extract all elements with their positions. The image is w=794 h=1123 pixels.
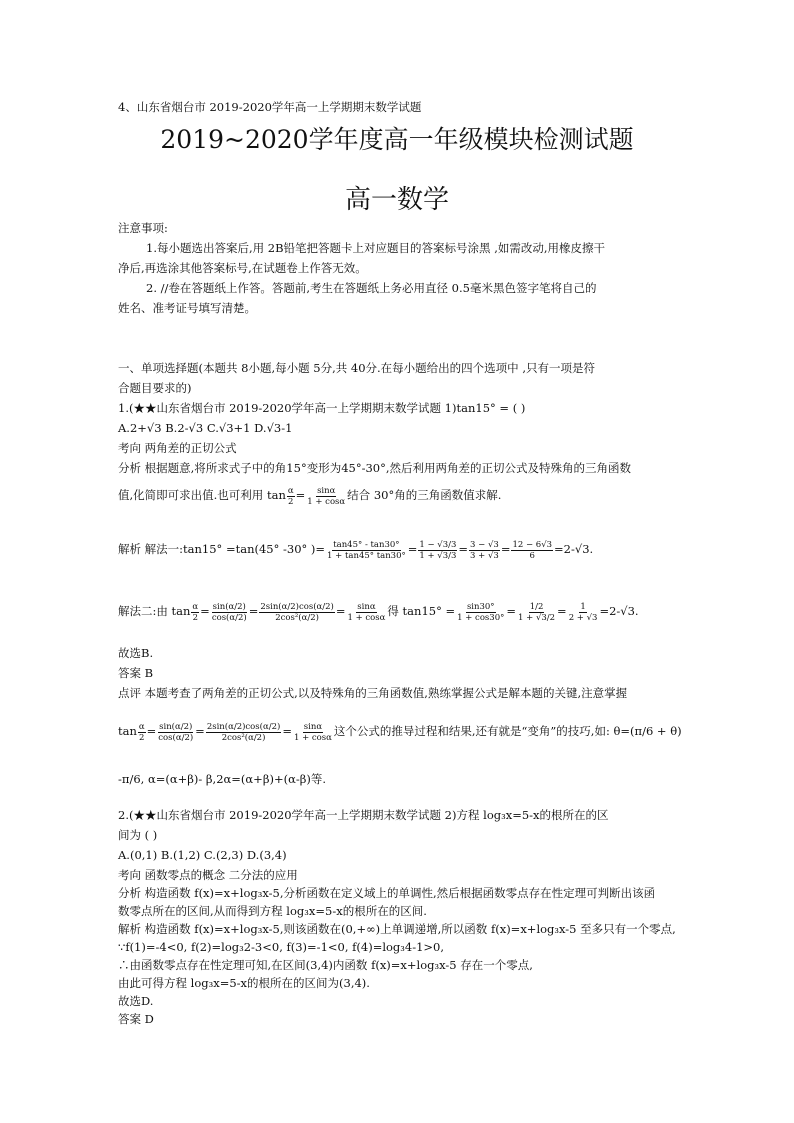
q1-jiexi-result: =2-√3. [554, 542, 594, 556]
q1-answer: 答案 B [118, 666, 154, 680]
sin30-fraction: $\frac{\sin 30^\circ}{1 + \cos 30^\circ}$ [457, 601, 505, 623]
q1-fenxi-text-end: 结合 30°角的三角函数值求解. [347, 488, 502, 502]
sin-over-cos-half-fraction-2: $\frac{\sin(\alpha/2)}{\cos(\alpha/2)}$ [158, 721, 194, 743]
step2-fraction: $\frac{1 - √3/3}{1 + √3/3}$ [419, 539, 457, 561]
notice-item-2: 2. //卷在答题纸上作答。答题前,考生在答题纸上务必用直径 0.5毫米黑色签字笔将自己的 [146, 281, 597, 295]
q2-jiexi-result: 由此可得方程 log₃x=5-x的根所在的区间为(3,4). [118, 976, 370, 990]
half-angle-fraction-3: $\frac{\alpha}{2}$ [138, 721, 145, 743]
q2-fenxi: 分析 构造函数 f(x)=x+log₃x-5,分析函数在定义域上的单调性,然后根据函数零点存在性定理可判断出该函 [118, 886, 656, 900]
q1-fenxi: 分析 根据题意,将所求式子中的角15°变形为45°-30°,然后利用两角差的正切公式及特殊角的三角函数 [118, 461, 631, 475]
q1-method2-text: 解法二:由 tan [118, 604, 191, 618]
q1-method2-line: 解法二:由 tan $\frac{\alpha}{2}$ = $\frac{\sin(\alpha/2)}{\cos(\alpha/2)}$ = $\frac{2\sin(\alpha/2)\cos(\alpha/2)}{\text{2cos²(α/2)}}$ = $\frac{\sin\alpha}{1 + \cos\alpha}$ 得 tan15° = $\frac{\sin 30^\circ}{1 + \cos 30^\circ}$ = $\frac{1/2}{1 + √3/2}$ = $\frac{1}{2 + √3}$ =2-√3. [118, 601, 639, 623]
notice-heading: 注意事项: [118, 221, 168, 235]
double-angle-fraction-2: $\frac{2\sin(\alpha/2)\cos(\alpha/2)}{\text{2cos²(α/2)}}$ [206, 721, 281, 743]
exam-title: 2019~2020学年度高一年级模块检测试题 [160, 125, 634, 154]
q2-stem-cont: 间为 ( ) [118, 828, 158, 842]
section-heading: 一、单项选择题(本题共 8小题,每小题 5分,共 40分.在每小题给出的四个选项中 ,只有一项是符 [118, 361, 595, 375]
q1-dianping-text: 这个公式的推导过程和结果,还有就是“变角”的技巧,如: θ=(π/6 + θ) [333, 724, 682, 738]
double-angle-fraction: $\frac{2\sin(\alpha/2)\cos(\alpha/2)}{\text{2cos²(α/2)}}$ [260, 601, 334, 623]
q1-options: A.2+√3 B.2-√3 C.√3+1 D.√3-1 [118, 421, 293, 435]
notice-item-1: 1.每小题选出答案后,用 2B铅笔把答题卡上对应题目的答案标号涂黑 ,如需改动,用橡皮擦干 [146, 241, 606, 255]
q2-kaoxiang: 考向 函数零点的概念 二分法的应用 [118, 868, 298, 882]
q2-options: A.(0,1) B.(1,2) C.(2,3) D.(3,4) [118, 848, 287, 862]
q2-answer: 答案 D [118, 1012, 154, 1026]
q1-dianping-end: -π/6, α=(α+β)- β,2α=(α+β)+(α-β)等. [118, 772, 327, 786]
q2-jiexi: 解析 构造函数 f(x)=x+log₃x-5,则该函数在(0,+∞)上单调递增,所以函数 f(x)=x+log₃x-5 至多只有一个零点, [118, 922, 676, 936]
q2-jiexi-conclusion: ∴由函数零点存在性定理可知,在区间(3,4)内函数 f(x)=x+log₃x-5 存在一个零点, [118, 958, 533, 972]
q1-dianping-formula-line: tan $\frac{\alpha}{2}$ = $\frac{\sin(\alpha/2)}{\cos(\alpha/2)}$ = $\frac{2\sin(\alpha/2)\cos(\alpha/2)}{\text{2cos²(α/2)}}$ = $\frac{\sin\alpha}{1 + \cos\alpha}$ 这个公式的推导过程和结果,还有就是“变角”的技巧,如: θ=(π/6 + θ) [118, 721, 682, 743]
notice-item-1-cont: 净后,再选涂其他答案标号,在试题卷上作答无效。 [118, 261, 367, 275]
final-fraction: $\frac{1}{2 + √3}$ [568, 601, 598, 623]
q2-stem: 2.(★★山东省烟台市 2019-2020学年高一上学期期末数学试题 2)方程 log₃x=5-x的根所在的区 [118, 808, 609, 822]
exam-subtitle: 高一数学 [344, 185, 449, 215]
step4-fraction: $\frac{12 - 6√3}{6}$ [512, 539, 553, 561]
sin-over-1pluscos-fraction-3: $\frac{\sin\alpha}{1 + \cos\alpha}$ [293, 721, 332, 743]
q1-method2-result: =2-√3. [599, 604, 639, 618]
sin-over-1pluscos-fraction: $\frac{\sin\alpha}{1 + \cos\alpha}$ [307, 485, 346, 507]
q1-stem: 1.(★★山东省烟台市 2019-2020学年高一上学期期末数学试题 1)tan15° = ( ) [118, 401, 526, 415]
sin-over-1pluscos-fraction-2: $\frac{\sin\alpha}{1 + \cos\alpha}$ [347, 601, 386, 623]
q1-method2-text2: 得 tan15° = [387, 604, 456, 618]
q1-fenxi-formula-line: 值,化简即可求出值.也可利用 tan $\frac{\alpha}{2}$ = $\frac{\sin\alpha}{1 + \cos\alpha}$ 结合 30°角的三角函数值求解. [118, 485, 502, 507]
source-note: 4、山东省烟台市 2019-2020学年高一上学期期末数学试题 [118, 100, 422, 114]
q1-fenxi-text: 值,化简即可求出值.也可利用 tan [118, 488, 286, 502]
half-angle-fraction-2: $\frac{\alpha}{2}$ [192, 601, 199, 623]
q1-jiexi-text: 解析 解法一:tan15° =tan(45° -30° )= [118, 542, 326, 556]
q2-jiexi-values: ∵f(1)=-4<0, f(2)=log₃2-3<0, f(3)=-1<0, f(4)=log₃4-1>0, [118, 940, 445, 954]
q2-guxuan: 故选D. [118, 994, 154, 1008]
notice-item-2-cont: 姓名、准考证号填写清楚。 [118, 301, 256, 315]
section-heading-cont: 合题目要求的) [118, 381, 192, 395]
q1-jiexi-line: 解析 解法一:tan15° =tan(45° -30° )= $\frac{\tan 45^\circ - \tan 30^\circ}{1 + \tan 45^\circ \tan 30^\circ}$ = $\frac{1 - √3/3}{1 + √3/3}$ = $\frac{3 - √3}{3 + √3}$ = $\frac{12 - 6√3}{6}$ =2-√3. [118, 539, 594, 561]
half-fraction: $\frac{1/2}{1 + √3/2}$ [518, 601, 556, 623]
sin-over-cos-half-fraction: $\frac{\sin(\alpha/2)}{\cos(\alpha/2)}$ [211, 601, 247, 623]
q1-kaoxiang: 考向 两角差的正切公式 [118, 441, 237, 455]
half-angle-fraction: $\frac{\alpha}{2}$ [287, 485, 294, 507]
q2-fenxi-cont: 数零点所在的区间,从而得到方程 log₃x=5-x的根所在的区间. [118, 904, 427, 918]
q1-dianping: 点评 本题考查了两角差的正切公式,以及特殊角的三角函数值,熟练掌握公式是解本题的关键,注意掌握 [118, 686, 628, 700]
tan-diff-fraction: $\frac{\tan 45^\circ - \tan 30^\circ}{1 + \tan 45^\circ \tan 30^\circ}$ [327, 539, 406, 561]
step3-fraction: $\frac{3 - √3}{3 + √3}$ [470, 539, 499, 561]
q1-guxuan: 故选B. [118, 646, 154, 660]
